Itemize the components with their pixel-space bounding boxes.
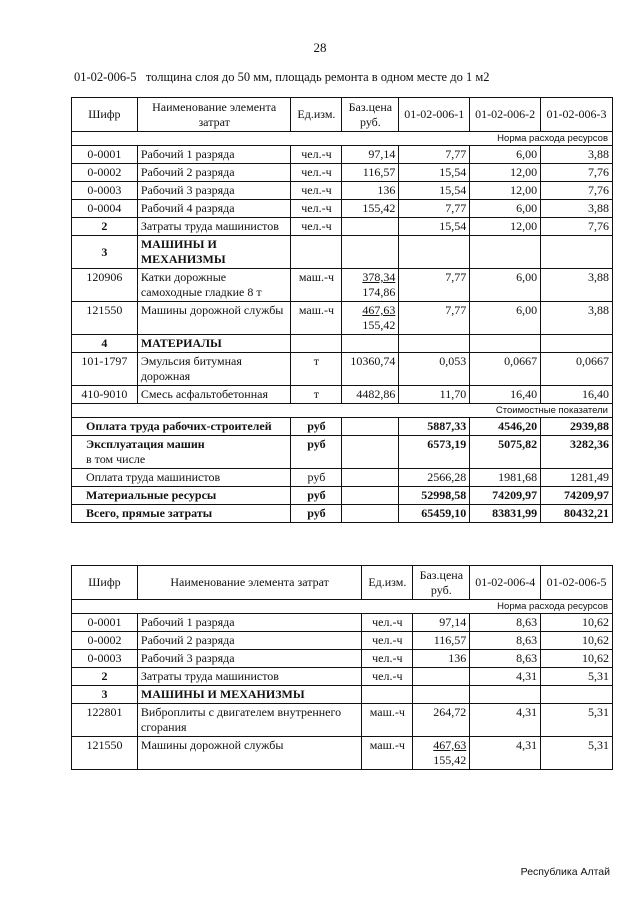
column-header-norm-1: 01-02-006-1 (399, 98, 470, 132)
total-row (72, 505, 613, 523)
total-name: Оплата труда рабочих-строителей (72, 418, 291, 436)
total-value-1: 2566,28 (399, 469, 470, 487)
row-code: 410-9010 (72, 386, 138, 404)
price-total: 378,34 (362, 270, 396, 284)
row-value-1: 0,053 (399, 353, 470, 386)
row-code: 122801 (72, 704, 138, 737)
total-name-text: Эксплуатация машин (86, 437, 205, 451)
row-value-1: 15,54 (399, 182, 470, 200)
row-unit: чел.-ч (291, 218, 342, 236)
row-name: Катки дорожные самоходные гладкие 8 т (137, 269, 291, 302)
row-name: Рабочий 4 разряда (137, 200, 291, 218)
row-code: 0-0003 (72, 650, 138, 668)
row-value-2: 5,31 (541, 704, 613, 737)
row-value-3: 3,88 (541, 302, 613, 335)
row-value-1: 15,54 (399, 164, 470, 182)
row-value-3: 3,88 (541, 146, 613, 164)
table-row (72, 386, 613, 404)
row-code: 2 (72, 218, 138, 236)
row-price: 264,72 (413, 704, 470, 737)
row-value-1: 8,63 (470, 650, 541, 668)
page-number: 28 (313, 40, 327, 55)
row-value-1: 7,77 (399, 269, 470, 302)
total-value-2: 1981,68 (470, 469, 541, 487)
column-header-norm-4: 01-02-006-4 (470, 566, 541, 600)
total-value-2: 74209,97 (470, 487, 541, 505)
total-name (72, 436, 291, 469)
row-unit: т (291, 386, 342, 404)
row-name: Рабочий 2 разряда (137, 632, 361, 650)
column-header-code: Шифр (72, 566, 138, 600)
row-value-2: 5,31 (541, 737, 613, 770)
row-name: Затраты труда машинистов (137, 218, 291, 236)
row-value-1: 7,77 (399, 146, 470, 164)
row-unit: чел.-ч (362, 668, 413, 686)
row-value-1: 4,31 (470, 668, 541, 686)
section-row-materials (72, 335, 613, 353)
table-header-row (72, 98, 613, 132)
row-unit: т (291, 353, 342, 386)
total-row (72, 469, 613, 487)
section-title: МАТЕРИАЛЫ (137, 335, 291, 353)
total-unit: руб (291, 418, 342, 436)
total-row (72, 487, 613, 505)
section-row-machines (72, 686, 613, 704)
row-code: 0-0003 (72, 182, 138, 200)
row-value-3: 7,76 (541, 182, 613, 200)
table-row (72, 218, 613, 236)
column-header-price: Баз.цена руб. (413, 566, 470, 600)
row-unit: маш.-ч (291, 302, 342, 335)
total-value-3: 74209,97 (541, 487, 613, 505)
total-name: Всего, прямые затраты (72, 505, 291, 523)
total-value-3: 3282,36 (541, 436, 613, 469)
section-code: 3 (72, 236, 138, 269)
row-price: 155,42 (342, 200, 399, 218)
row-value-1: 7,77 (399, 200, 470, 218)
row-name: Рабочий 1 разряда (137, 146, 291, 164)
row-unit: чел.-ч (291, 164, 342, 182)
table-row (72, 668, 613, 686)
section-row-machines (72, 236, 613, 269)
row-value-2: 10,62 (541, 650, 613, 668)
row-price: 10360,74 (342, 353, 399, 386)
table-header-row (72, 566, 613, 600)
row-value-2: 12,00 (470, 218, 541, 236)
row-name: Машины дорожной службы (137, 737, 361, 770)
resource-norms-table-1 (71, 97, 613, 523)
total-value-1: 65459,10 (399, 505, 470, 523)
row-value-1: 7,77 (399, 302, 470, 335)
total-sub-text: в том числе (86, 452, 146, 466)
total-unit: руб (291, 436, 342, 469)
column-header-name: Наименование элемента затрат (137, 98, 291, 132)
row-value-2: 5,31 (541, 668, 613, 686)
total-unit: руб (291, 469, 342, 487)
row-code: 120906 (72, 269, 138, 302)
norm-label: Норма расхода ресурсов (72, 132, 613, 146)
price-total: 467,63 (362, 303, 396, 317)
row-unit: чел.-ч (362, 650, 413, 668)
row-value-2: 0,0667 (470, 353, 541, 386)
row-value-2: 6,00 (470, 146, 541, 164)
row-unit: маш.-ч (362, 704, 413, 737)
section-description: толщина слоя до 50 мм, площадь ремонта в одном месте до 1 м2 (145, 70, 490, 84)
row-name: Виброплиты с двигателем внутреннего сгорания (137, 704, 361, 737)
table-row (72, 704, 613, 737)
row-code: 0-0001 (72, 146, 138, 164)
row-price (413, 737, 470, 770)
row-value-2: 6,00 (470, 269, 541, 302)
table-row (72, 614, 613, 632)
resource-norms-table-2 (71, 565, 613, 770)
row-code: 0-0004 (72, 200, 138, 218)
column-header-norm-5: 01-02-006-5 (541, 566, 613, 600)
row-name: Смесь асфальтобетонная (137, 386, 291, 404)
row-value-3: 16,40 (541, 386, 613, 404)
total-value-3: 2939,88 (541, 418, 613, 436)
row-unit: маш.-ч (291, 269, 342, 302)
column-header-unit: Ед.изм. (362, 566, 413, 600)
total-name: Оплата труда машинистов (72, 469, 291, 487)
row-value-2: 12,00 (470, 164, 541, 182)
row-value-1: 8,63 (470, 614, 541, 632)
row-name: Рабочий 3 разряда (137, 182, 291, 200)
row-price: 97,14 (342, 146, 399, 164)
row-price: 97,14 (413, 614, 470, 632)
row-value-1: 4,31 (470, 704, 541, 737)
row-unit: маш.-ч (362, 737, 413, 770)
total-value-2: 5075,82 (470, 436, 541, 469)
section-title: МАШИНЫ И МЕХАНИЗМЫ (137, 686, 361, 704)
row-code: 0-0002 (72, 164, 138, 182)
row-value-2: 12,00 (470, 182, 541, 200)
price-machinist: 155,42 (362, 318, 396, 332)
row-unit: чел.-ч (291, 182, 342, 200)
row-price (342, 302, 399, 335)
price-total: 467,63 (433, 738, 467, 752)
total-value-1: 52998,58 (399, 487, 470, 505)
price-machinist: 174,86 (362, 285, 396, 299)
total-value-2: 4546,20 (470, 418, 541, 436)
row-value-2: 6,00 (470, 302, 541, 335)
row-value-1: 4,31 (470, 737, 541, 770)
table-row (72, 269, 613, 302)
row-name: Затраты труда машинистов (137, 668, 361, 686)
row-name: Рабочий 2 разряда (137, 164, 291, 182)
section-code: 3 (72, 686, 138, 704)
row-name: Рабочий 3 разряда (137, 650, 361, 668)
row-code: 0-0002 (72, 632, 138, 650)
column-header-code: Шифр (72, 98, 138, 132)
row-unit: чел.-ч (291, 146, 342, 164)
row-value-3: 3,88 (541, 269, 613, 302)
row-price: 116,57 (413, 632, 470, 650)
table-row (72, 164, 613, 182)
footer-region: Республика Алтай (520, 866, 610, 878)
row-value-3: 3,88 (541, 200, 613, 218)
row-price: 116,57 (342, 164, 399, 182)
table-row (72, 353, 613, 386)
row-value-1: 11,70 (399, 386, 470, 404)
row-code: 2 (72, 668, 138, 686)
table-row (72, 146, 613, 164)
row-value-1: 8,63 (470, 632, 541, 650)
row-price: 136 (342, 182, 399, 200)
row-code: 101-1797 (72, 353, 138, 386)
table-row (72, 200, 613, 218)
row-name: Рабочий 1 разряда (137, 614, 361, 632)
table-row (72, 302, 613, 335)
column-header-norm-2: 01-02-006-2 (470, 98, 541, 132)
total-unit: руб (291, 487, 342, 505)
row-value-2: 10,62 (541, 632, 613, 650)
column-header-name: Наименование элемента затрат (137, 566, 361, 600)
row-unit: чел.-ч (291, 200, 342, 218)
row-code: 121550 (72, 302, 138, 335)
norm-label: Норма расхода ресурсов (72, 600, 613, 614)
row-value-3: 0,0667 (541, 353, 613, 386)
row-value-3: 7,76 (541, 164, 613, 182)
section-code: 4 (72, 335, 138, 353)
row-value-2: 16,40 (470, 386, 541, 404)
column-header-price: Баз.цена руб. (342, 98, 399, 132)
total-value-1: 5887,33 (399, 418, 470, 436)
table-row (72, 650, 613, 668)
price-machinist: 155,42 (433, 753, 467, 767)
section-title: МАШИНЫ И МЕХАНИЗМЫ (137, 236, 291, 269)
row-price: 136 (413, 650, 470, 668)
table-row (72, 737, 613, 770)
row-value-2: 6,00 (470, 200, 541, 218)
total-unit: руб (291, 505, 342, 523)
cost-label: Стоимостные показатели (72, 404, 613, 418)
row-value-2: 10,62 (541, 614, 613, 632)
total-value-1: 6573,19 (399, 436, 470, 469)
total-name: Материальные ресурсы (72, 487, 291, 505)
table-row (72, 182, 613, 200)
total-row (72, 418, 613, 436)
row-code: 121550 (72, 737, 138, 770)
row-name: Машины дорожной службы (137, 302, 291, 335)
row-unit: чел.-ч (362, 632, 413, 650)
row-unit: чел.-ч (362, 614, 413, 632)
row-code: 0-0001 (72, 614, 138, 632)
row-value-1: 15,54 (399, 218, 470, 236)
section-heading (74, 70, 490, 85)
row-name: Эмульсия битумная дорожная (137, 353, 291, 386)
total-value-2: 83831,99 (470, 505, 541, 523)
column-header-norm-3: 01-02-006-3 (541, 98, 613, 132)
row-value-3: 7,76 (541, 218, 613, 236)
section-code: 01-02-006-5 (74, 70, 137, 84)
row-price: 4482,86 (342, 386, 399, 404)
total-row (72, 436, 613, 469)
column-header-unit: Ед.изм. (291, 98, 342, 132)
table-row (72, 632, 613, 650)
row-price (342, 269, 399, 302)
total-value-3: 1281,49 (541, 469, 613, 487)
total-value-3: 80432,21 (541, 505, 613, 523)
